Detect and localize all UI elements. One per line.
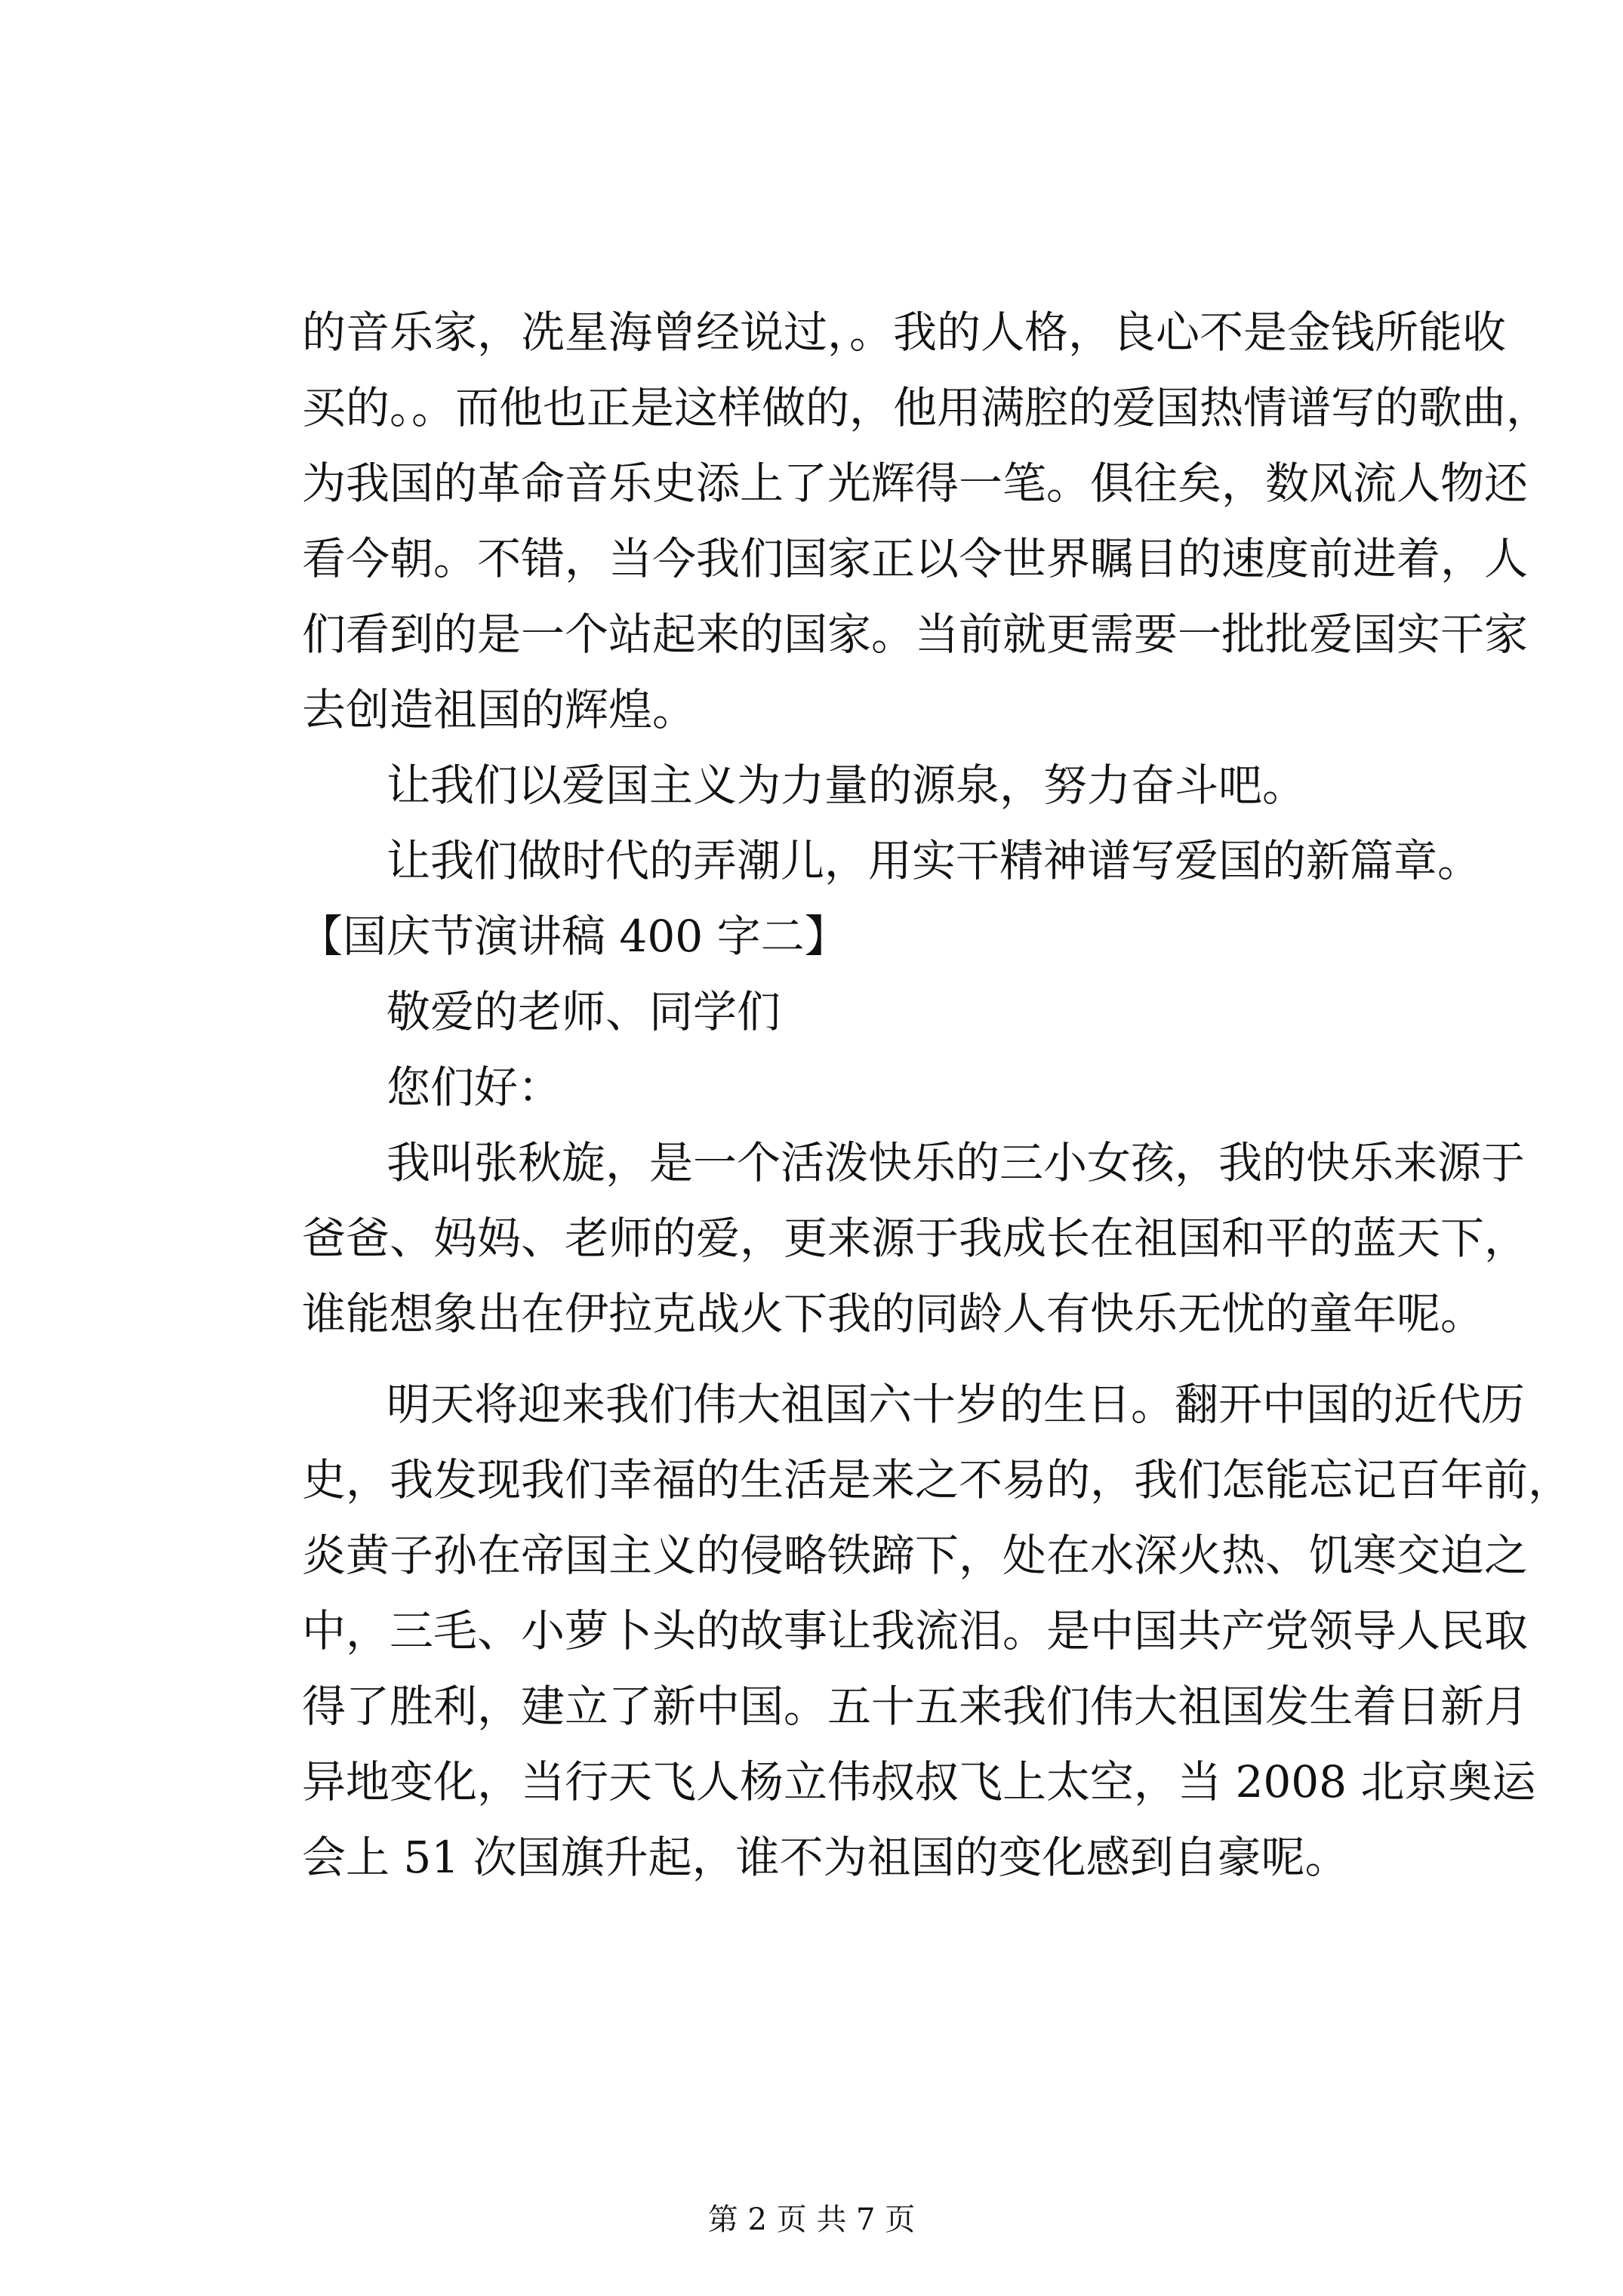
text-line: 买的。。而他也正是这样做的，他用满腔的爱国热情谱写的歌曲，: [302, 382, 1551, 433]
text-line: 让我们做时代的弄潮儿，用实干精神谱写爱国的新篇章。: [387, 835, 1482, 886]
text-line: 为我国的革命音乐史添上了光辉得一笔。俱往矣，数风流人物还: [302, 458, 1529, 509]
salutation: 敬爱的老师、同学们: [387, 986, 781, 1037]
page-footer: 第 2 页 共 7 页: [707, 2202, 916, 2237]
text-line: 爸爸、妈妈、老师的爱，更来源于我成长在祖国和平的蓝天下，: [302, 1213, 1529, 1264]
text-line: 看今朝。不错，当今我们国家正以令世界瞩目的速度前进着，人: [302, 533, 1529, 584]
text-line: 谁能想象出在伊拉克战火下我的同龄人有快乐无忧的童年呢。: [302, 1288, 1485, 1339]
section-heading: 【国庆节演讲稿 400 字二】: [299, 911, 848, 962]
text-line: 中，三毛、小萝卜头的故事让我流泪。是中国共产党领导人民取: [302, 1605, 1529, 1657]
text-line: 的音乐家，冼星海曾经说过，。我的人格，良心不是金钱所能收: [302, 307, 1507, 358]
text-line: 得了胜利，建立了新中国。五十五来我们伟大祖国发生着日新月: [302, 1681, 1529, 1732]
text-line: 让我们以爱国主义为力量的源泉，努力奋斗吧。: [387, 760, 1307, 811]
text-line: 我叫张秋旋，是一个活泼快乐的三小女孩，我的快乐来源于: [387, 1137, 1526, 1188]
text-line: 明天将迎来我们伟大祖国六十岁的生日。翻开中国的近代历: [387, 1379, 1526, 1430]
greeting: 您们好：: [387, 1062, 562, 1113]
text-line: 去创造祖国的辉煌。: [302, 684, 697, 735]
text-line: 史，我发现我们幸福的生活是来之不易的，我们怎能忘记百年前，: [302, 1454, 1572, 1505]
text-line: 异地变化，当行天飞人杨立伟叔叔飞上太空，当 2008 北京奥运: [302, 1756, 1536, 1808]
text-line: 会上 51 次国旗升起，谁不为祖国的变化感到自豪呢。: [302, 1832, 1349, 1883]
text-line: 炎黄子孙在帝国主义的侵略铁蹄下，处在水深火热、饥寒交迫之: [302, 1530, 1529, 1581]
text-line: 们看到的是一个站起来的国家。当前就更需要一批批爱国实干家: [302, 609, 1529, 660]
